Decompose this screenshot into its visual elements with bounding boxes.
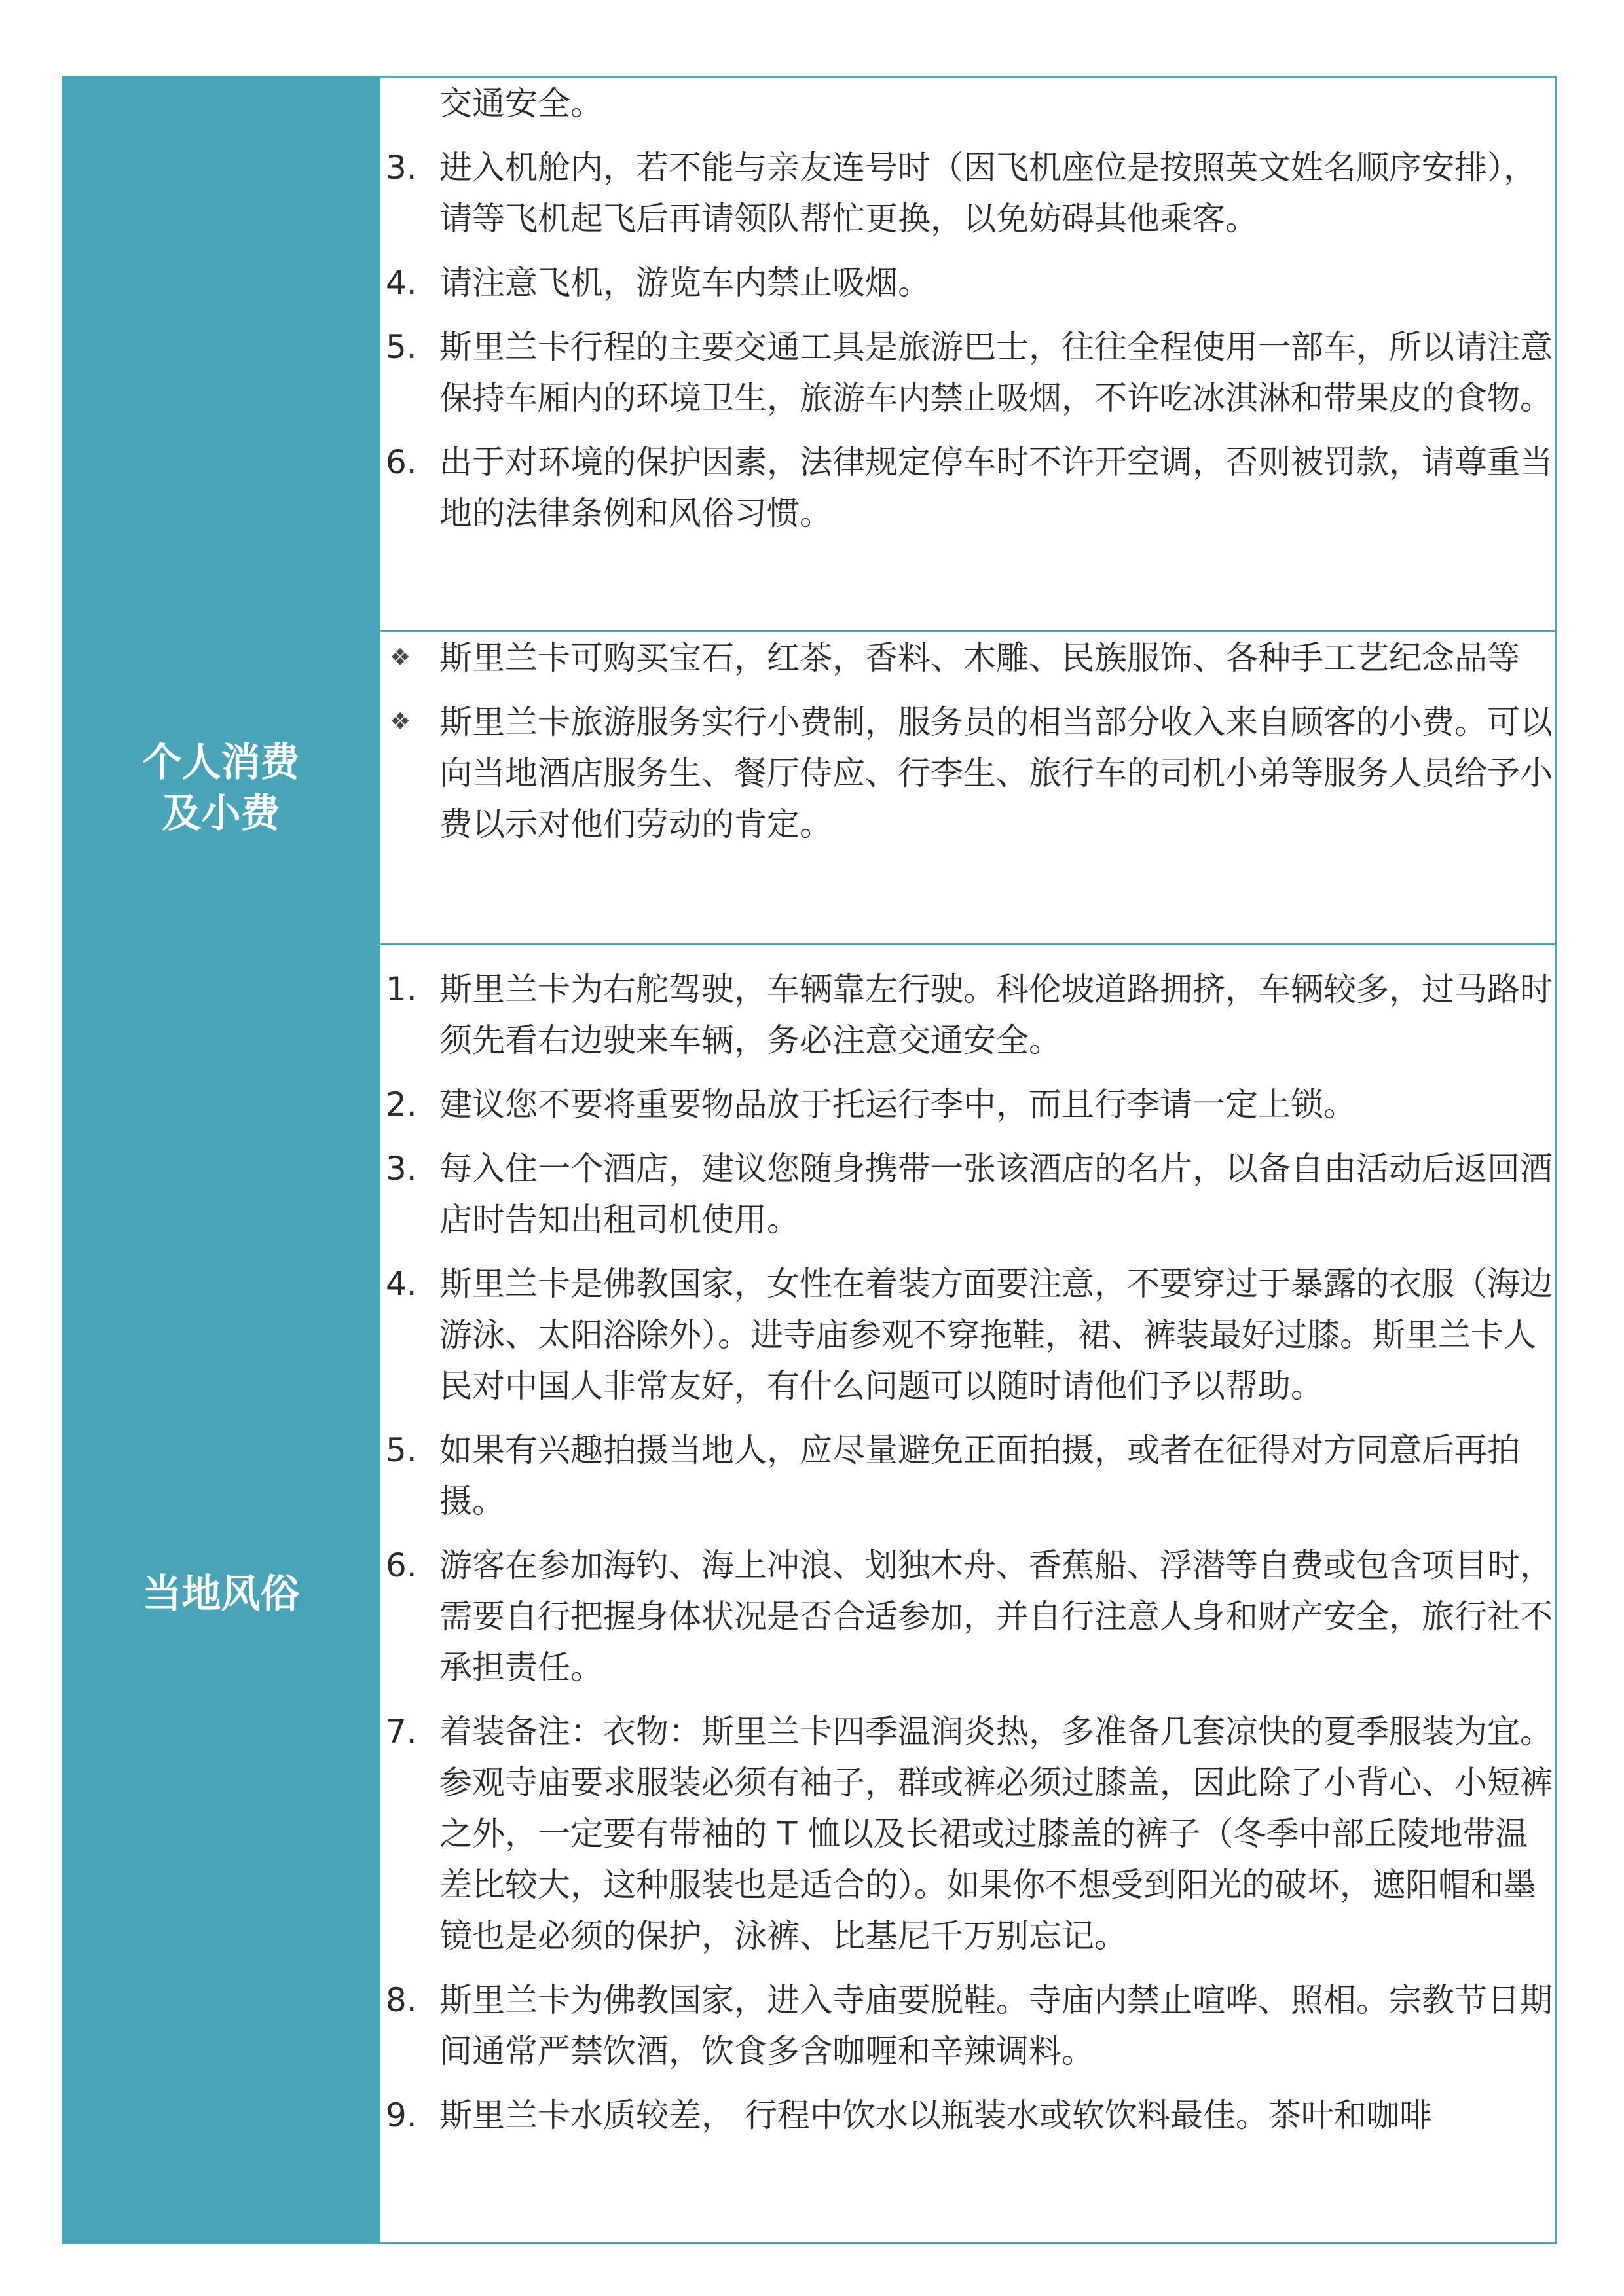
list-item-text: 交通安全。 <box>439 84 603 122</box>
list-item <box>380 697 1555 850</box>
list-item <box>380 2090 1555 2141</box>
list-item-text: 斯里兰卡旅游服务实行小费制，服务员的相当部分收入来自顾客的小费。可以向当地酒店服务生、餐厅侍应、行李生、旅行车的司机小弟等服务人员给予小费以示对他们劳动的肯定。 <box>439 703 1553 843</box>
list-item-number: 1. <box>386 970 417 1008</box>
section-label <box>63 632 380 945</box>
list-item-text: 进入机舱内，若不能与亲友连号时（因飞机座位是按照英文姓名顺序安排），请等飞机起飞后再请领队帮忙更换，以免妨碍其他乘客。 <box>439 149 1536 238</box>
list-item <box>380 257 1555 308</box>
list-item-text: 着装备注：衣物：斯里兰卡四季温润炎热，多准备几套凉快的夏季服装为宜。参观寺庙要求服装必须有袖子，群或裤必须过膝盖，因此除了小背心、小短裤之外，一定要有带袖的 T 恤以及长裙或过膝盖的裤子（冬季中部丘陵地带温差比较大，这种服装也是适合的）。如果你不想受到阳光的破坏，遮阳帽和墨镜也是必须的保护，泳裤、比基尼千万别忘记。 <box>439 1713 1553 1955</box>
list-item <box>380 1079 1555 1130</box>
list-item-number: 6. <box>386 443 417 481</box>
list-item-number: 4. <box>386 1265 417 1303</box>
list-item-number: 3. <box>386 149 417 187</box>
section-row-spending <box>63 632 1557 945</box>
section-label <box>63 945 380 2244</box>
list-item-number: 2. <box>386 1085 417 1123</box>
list-item <box>380 1540 1555 1693</box>
list-item-number: 7. <box>386 1713 417 1751</box>
list-item-number: 4. <box>386 264 417 302</box>
list-item <box>380 1258 1555 1412</box>
list-item-number: 5. <box>386 328 417 366</box>
section-content <box>380 945 1557 2244</box>
list-item-text: 每入住一个酒店，建议您随身携带一张该酒店的名片，以备自由活动后返回酒店时告知出租司机使用。 <box>439 1150 1553 1239</box>
list-item-text: 请注意飞机，游览车内禁止吸烟。 <box>439 264 931 302</box>
list-item-text: 建议您不要将重要物品放于托运行李中，而且行李请一定上锁。 <box>439 1085 1356 1123</box>
list-item-text: 出于对环境的保护因素，法律规定停车时不许开空调，否则被罚款，请尊重当地的法律条例和风俗习惯。 <box>439 443 1553 532</box>
list-item <box>380 632 1555 683</box>
section-row-customs <box>63 945 1557 2244</box>
list-item <box>380 1706 1555 1961</box>
list-item <box>380 1425 1555 1527</box>
info-table <box>62 76 1557 2244</box>
list-item-number: 9. <box>386 2096 417 2134</box>
section-label <box>63 77 380 632</box>
section-label-text: 当地风俗 <box>142 1571 300 1617</box>
list-item-text: 斯里兰卡可购买宝石，红茶，香料、木雕、民族服饰、各种手工艺纪念品等 <box>439 639 1520 677</box>
section-row-transport <box>63 77 1557 632</box>
list-item-text: 如果有兴趣拍摄当地人，应尽量避免正面拍摄，或者在征得对方同意后再拍摄。 <box>439 1431 1520 1520</box>
list-item-text: 斯里兰卡为右舵驾驶，车辆靠左行驶。科伦坡道路拥挤，车辆较多，过马路时须先看右边驶来车辆，务必注意交通安全。 <box>439 970 1553 1059</box>
list-item-number: 8. <box>386 1981 417 2019</box>
list-item-number: 3. <box>386 1150 417 1188</box>
list-item-text: 斯里兰卡是佛教国家，女性在着装方面要注意，不要穿过于暴露的衣服（海边游泳、太阳浴除外）。进寺庙参观不穿拖鞋，裙、裤装最好过膝。斯里兰卡人民对中国人非常友好，有什么问题可以随时请他们予以帮助。 <box>439 1265 1553 1405</box>
section-label-text: 个人消费 及小费 <box>142 739 300 837</box>
list-item-number: 6. <box>386 1546 417 1584</box>
list-item-text: 斯里兰卡行程的主要交通工具是旅游巴士，往往全程使用一部车，所以请注意保持车厢内的环境卫生，旅游车内禁止吸烟，不许吃冰淇淋和带果皮的食物。 <box>439 328 1553 417</box>
list-item-text: 斯里兰卡水质较差， 行程中饮水以瓶装水或软饮料最佳。茶叶和咖啡 <box>439 2096 1432 2134</box>
section-content <box>380 632 1557 945</box>
diamond-bullet-icon: ❖ <box>390 708 411 735</box>
list-item <box>380 321 1555 424</box>
list-item <box>380 1143 1555 1245</box>
list-item <box>380 964 1555 1066</box>
list-item-text: 斯里兰卡为佛教国家，进入寺庙要脱鞋。寺庙内禁止喧哗、照相。宗教节日期间通常严禁饮酒，饮食多含咖喱和辛辣调料。 <box>439 1981 1553 2070</box>
list-item <box>380 142 1555 244</box>
list-item <box>380 437 1555 539</box>
diamond-bullet-icon: ❖ <box>390 644 411 671</box>
list-item <box>380 1975 1555 2077</box>
list-item-number: 5. <box>386 1431 417 1469</box>
section-content <box>380 77 1557 632</box>
list-item <box>380 78 1555 129</box>
list-item-text: 游客在参加海钓、海上冲浪、划独木舟、香蕉船、浮潜等自费或包含项目时，需要自行把握身体状况是否合适参加，并自行注意人身和财产安全，旅行社不承担责任。 <box>439 1546 1553 1686</box>
